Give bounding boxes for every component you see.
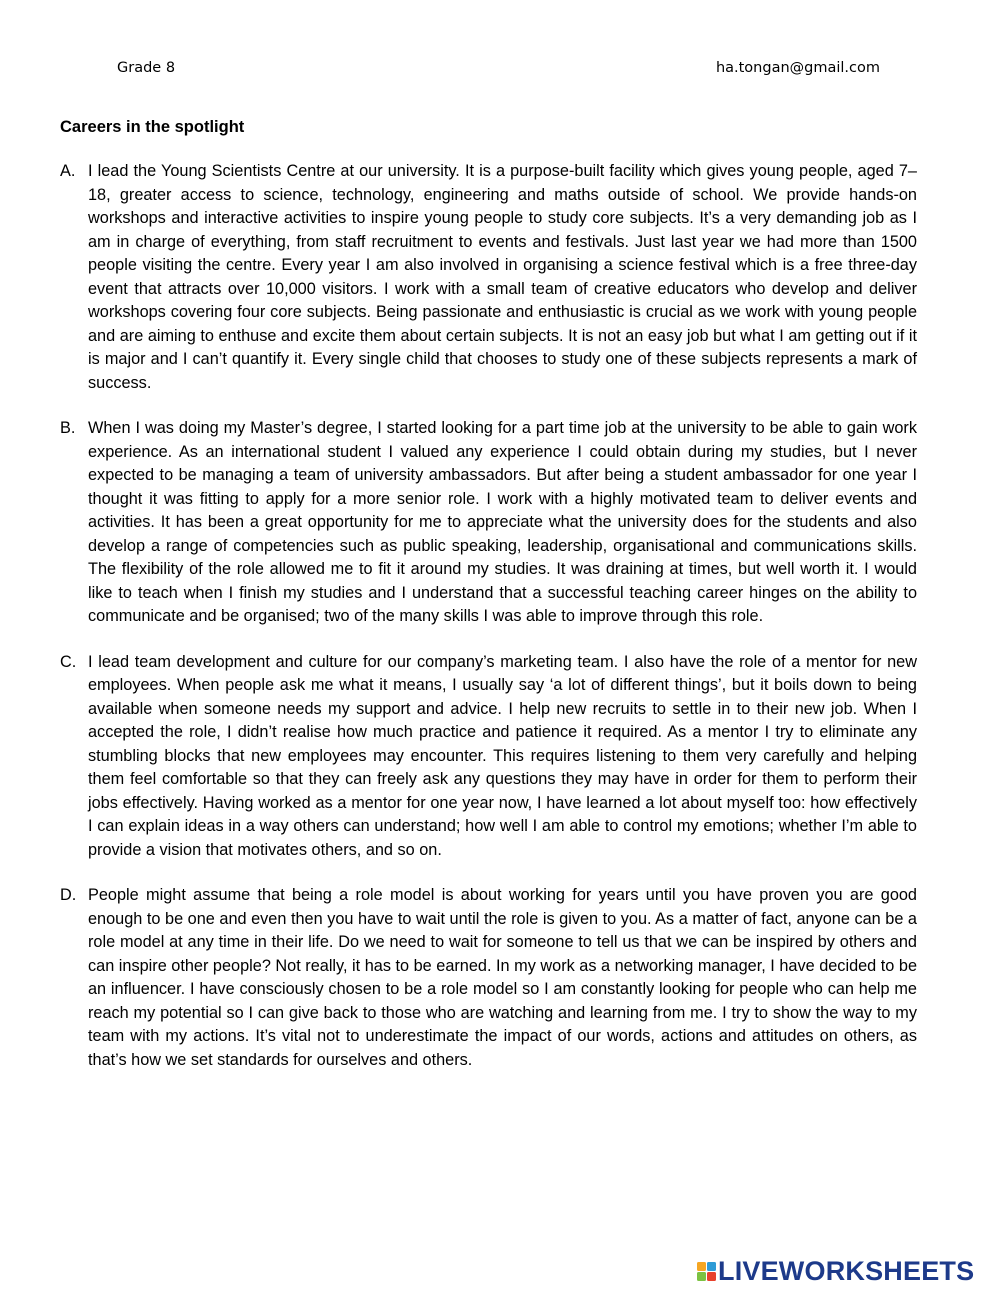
logo-text: LIVEWORKSHEETS — [718, 1255, 975, 1286]
paragraph-letter: D. — [60, 886, 77, 904]
paragraph-text: People might assume that being a role model is about working for years until you have proven you are good enough to be one and even then you have to wait until the role is given to you. As a matter of fact, anyone can be a role model at any time in their life. Do we need to wait for someone to tell us that we can be inspired by others and can inspire other people? Not really, it has to be earned. In my work as a networking manager, I have decided to be an influencer. I have consciously chosen to be a role model so I am constantly looking for people who can help me reach my potential so I can give back to those who are watching and learning from me. I try to show the way to my team with my actions. It’s vital not to underestimate the impact of our words, actions and attitudes on others, as that’s how we set standards for ourselves and others. — [88, 886, 917, 1069]
paragraph-letter: A. — [60, 162, 76, 180]
logo-squares-icon — [697, 1262, 716, 1281]
paragraph-letter: C. — [60, 652, 77, 671]
paragraph-c — [60, 651, 917, 863]
paragraph-b — [60, 417, 917, 629]
paragraph-text: When I was doing my Master’s degree, I started looking for a part time job at the university to be able to gain work experience. As an international student I valued any experience I could obtain during my studies, but I never expected to be managing a team of university ambassadors. But after being a student ambassador for one year I thought it was fitting to apply for a more senior role. I work with a highly motivated team to deliver events and activities. It has been a great opportunity for me to appreciate what the university does for the students and also develop a range of competencies such as public speaking, leadership, organisational and communications skills. The flexibility of the role allowed me to fit it around my studies. It was draining at times, but well worth it. I would like to teach when I finish my studies and I understand that a successful teaching career hinges on the ability to communicate and be organised; two of the many skills I was able to improve through this role. — [88, 419, 917, 625]
header-email: ha.tongan@gmail.com — [715, 60, 880, 76]
liveworksheets-logo — [697, 1256, 974, 1286]
paragraph-text: I lead team development and culture for our company’s marketing team. I also have the role of a mentor for new employees. When people ask me what it means, I usually say ‘a lot of different things’, but it boils down to being available when someone needs my support and advice. I help new recruits to settle in to their new job. When I accepted the role, I didn’t realise how much practice and patience it required. As a mentor I try to eliminate any stumbling blocks that new employees may encounter. This requires listening to them very carefully and helping them feel comfortable so that they can freely ask any questions they may have in order for them to perform their jobs effectively. Having worked as a mentor for one year now, I have learned a lot about myself too: how effectively I can explain ideas in a way others can understand; how well I am able to control my emotions; whether I’m able to provide a vision that motivates others, and so on. — [88, 652, 917, 859]
paragraph-d — [60, 884, 917, 1072]
paragraph-text: I lead the Young Scientists Centre at our university. It is a purpose-built facility which gives young people, aged 7–18, greater access to science, technology, engineering and maths outside of school. We provide hands-on workshops and interactive activities to inspire young people to study core subjects. It’s a very demanding job as I am in charge of everything, from staff recruitment to events and festivals. Just last year we had more than 1500 people visiting the centre. Every year I am also involved in organising a science festival which is a free three-day event that attracts over 10,000 visitors. I work with a small team of creative educators who develop and deliver workshops covering four core subjects. Being passionate and enthusiastic is crucial as we work with young people and are aiming to enthuse and excite them about certain subjects. It is not an easy job but what I am getting out if it is major and I can’t quantify it. Every single child that chooses to study one of these subjects represents a mark of success. — [88, 162, 917, 392]
passages — [60, 160, 917, 1094]
header-grade: Grade 8 — [117, 60, 176, 76]
paragraph-a — [60, 160, 917, 395]
page-title: Careers in the spotlight — [60, 118, 245, 136]
paragraph-letter: B. — [60, 419, 76, 437]
